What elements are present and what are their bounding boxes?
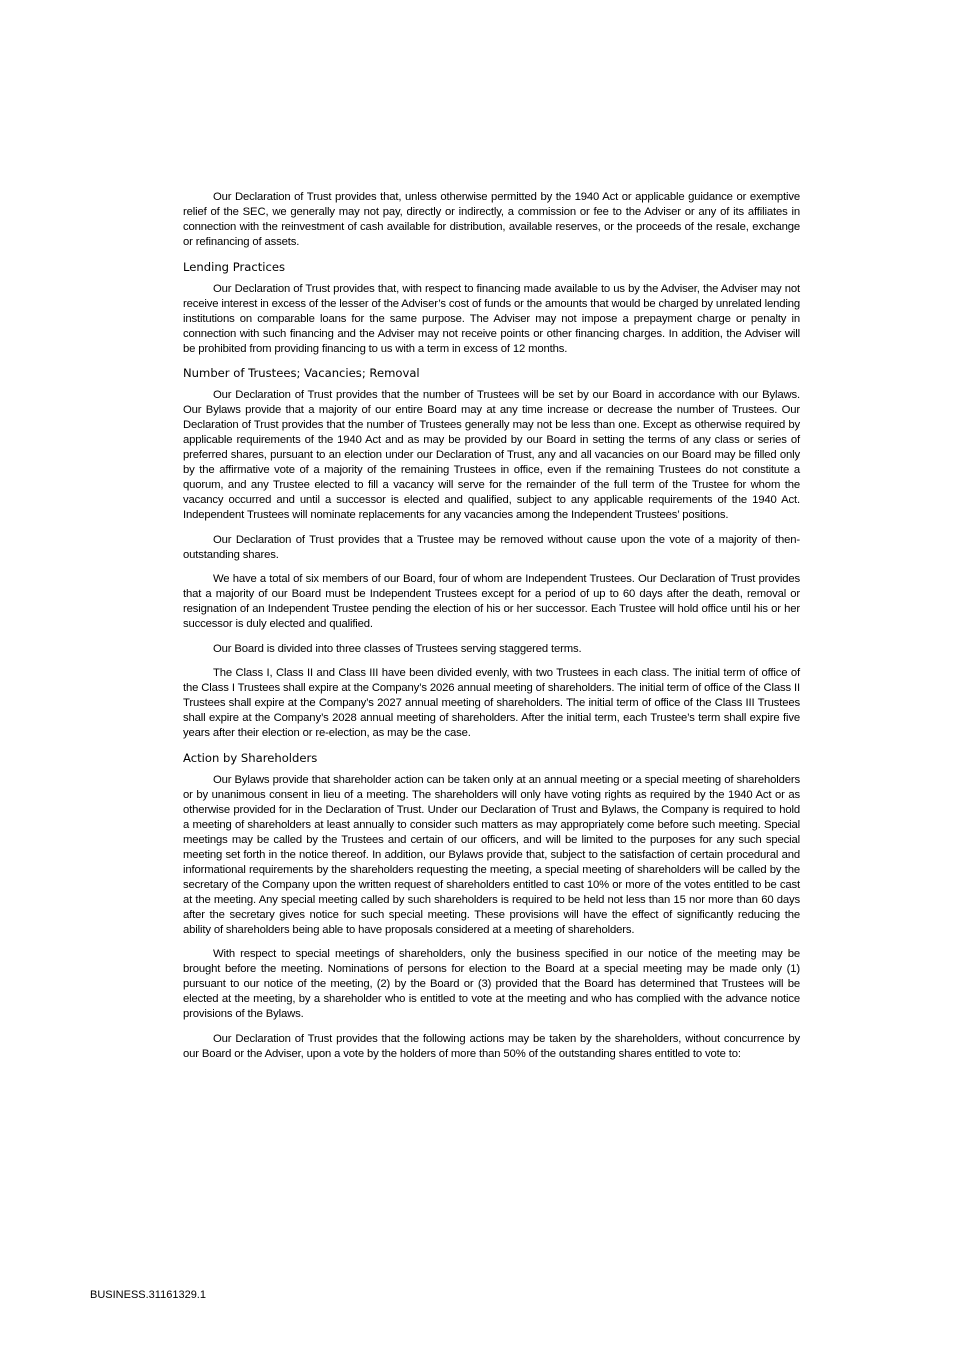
paragraph-board-classes: Our Board is divided into three classes of Trustees serving staggered terms. xyxy=(213,642,582,655)
paragraph-shareholder-action: Our Bylaws provide that shareholder action can be taken only at an annual meeting or a special meeting of shareholders or by unanimous consent in lieu of a meeting. The shareholders will only have voting rights as required by the 1940 Act or as otherwise provided for in the Declaration of Trust. Under our Declaration of Trust and Bylaws, the Company is required to hold a meeting of shareholders at least annually to consider such matters as may appropriately come before such meeting. Special meetings may be called by the Trustees and certain of our officers, and will be limited to the purposes for any such special meeting set forth in the notice thereof. In addition, our Bylaws provide that, subject to the satisfaction of certain procedural and informational requirements by the shareholders requesting the meeting, a special meeting of shareholders will be called by the secretary of the Company upon the written request of shareholders entitled to cast 10% or more of the votes entitled to be cast at the meeting. Any special meeting called by such shareholders is required to be held not less than 15 nor more than 60 days after the secretary gives notice for such special meeting. These provisions will have the effect of significantly reducing the ability of shareholders being able to have proposals considered at a meeting of shareholders. xyxy=(183,773,800,936)
paragraph-board-members: We have a total of six members of our Board, four of whom are Independent Trustees. Our Declaration of Trust provides that a majority of our Board must be Independent Trustees except for a period of up to 60 days after the death, removal or resignation of an Independent Trustee pending the election of his or her successor. Each Trustee will hold office until his or her successor is duly elected and qualified. xyxy=(183,573,800,630)
paragraph-trustee-removal: Our Declaration of Trust provides that a Trustee may be removed without cause upon the vote of a majority of then-outstanding shares. xyxy=(183,533,800,561)
paragraph-shareholder-votes: Our Declaration of Trust provides that the following actions may be taken by the shareholders, without concurrence by our Board or the Adviser, upon a vote by the holders of more than 50% of the outstanding shares entitled to vote to: xyxy=(183,1032,800,1060)
paragraph-reinvestment-fees: Our Declaration of Trust provides that, unless otherwise permitted by the 1940 Act or applicable guidance or exemptive relief of the SEC, we generally may not pay, directly or indirectly, a commission or fee to the Adviser or any of its affiliates in connection with the reinvestment of cash available for distribution, available reserves, or the proceeds of the resale, exchange or refinancing of assets. xyxy=(183,191,800,248)
paragraph-lending-practices: Our Declaration of Trust provides that, with respect to financing made available to us by the Adviser, the Adviser may not receive interest in excess of the lesser of the Adviser’s cost of funds or the amounts that would be charged by unrelated lending institutions on comparable loans for the same purpose. The Adviser may not impose a prepayment charge or penalty in connection with such financing and the Adviser may not receive points or other financing charges. In addition, the Adviser will be prohibited from providing financing to us with a term in excess of 12 months. xyxy=(183,282,800,355)
heading-lending-practices: Lending Practices xyxy=(183,259,286,274)
heading-number-of-trustees: Number of Trustees; Vacancies; Removal xyxy=(183,366,420,380)
paragraph-class-terms: The Class I, Class II and Class III have been divided evenly, with two Trustees in each class. The initial term of office of the Class I Trustees shall expire at the Company’s 2026 annual meeting of shareholders. The initial term of office of the Class II Trustees shall expire at the Company’s 2027 annual meeting of shareholders. The initial term of office of the Class III Trustees shall expire at the Company’s 2028 annual meeting of shareholders. After the initial term, each Trustee’s term shall expire five years after their election or re-election, as may be the case. xyxy=(183,667,800,739)
document-id-footer: BUSINESS.31161329.1 xyxy=(90,1289,206,1301)
paragraph-special-meetings: With respect to special meetings of shareholders, only the business specified in our notice of the meeting may be brought before the meeting. Nominations of persons for election to the Board at a special meeting may be made only (1) pursuant to our notice of the meeting, (2) by the Board or (3) provided that the Board has determined that Trustees will be elected at the meeting, by a shareholder who is entitled to vote at the meeting and who has complied with the advance notice provisions of the Bylaws. xyxy=(183,948,800,1020)
heading-action-by-shareholders: Action by Shareholders xyxy=(183,750,318,765)
document-body xyxy=(183,190,800,1071)
paragraph-trustee-number: Our Declaration of Trust provides that the number of Trustees will be set by our Board in accordance with our Bylaws. Our Bylaws provide that a majority of our entire Board may at any time increase or decrease the number of Trustees. Our Declaration of Trust provides that the number of Trustees generally may not be less than one. Except as otherwise required by applicable requirements of the 1940 Act and as may be provided by our Board in setting the terms of any class or series of preferred shares, pursuant to an election under our Declaration of Trust, any and all vacancies on our Board may be filled only by the affirmative vote of a majority of the remaining Trustees in office, even if the remaining Trustees do not constitute a quorum, and any Trustee elected to fill a vacancy will serve for the remainder of the full term of the Trustee for whom the vacancy occurred and until a successor is elected and qualified, subject to any applicable requirements of the 1940 Act. Independent Trustees will nominate replacements for any vacancies among the Independent Trustees’ positions. xyxy=(183,389,800,521)
